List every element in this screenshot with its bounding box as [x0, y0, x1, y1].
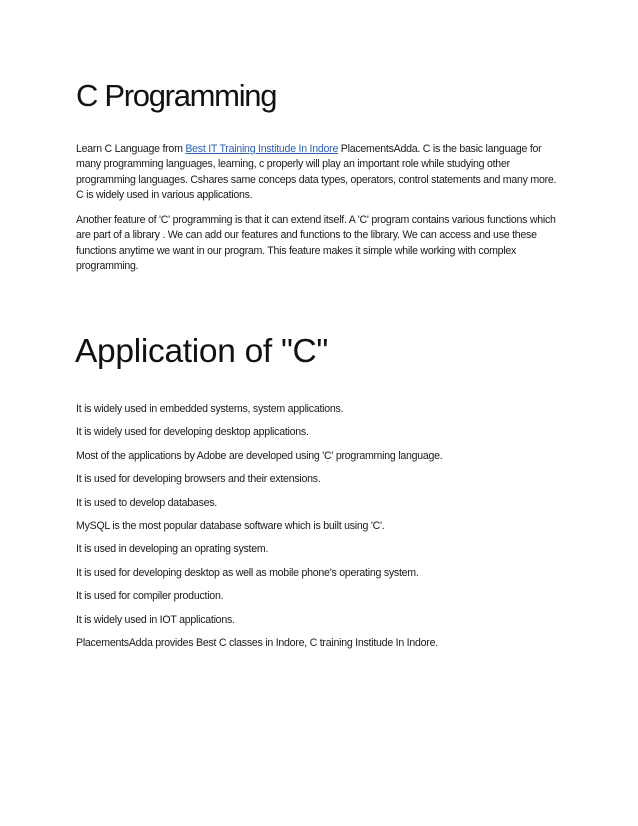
list-item: It is used for compiler production. [76, 590, 224, 603]
list-item: Most of the applications by Adobe are developed using 'C' programming language. [76, 449, 443, 462]
list-item: It is used in developing an oprating system. [76, 543, 269, 556]
list-item: It is widely used in embedded systems, system applications. [76, 403, 344, 415]
page-title: C Programming [76, 78, 277, 113]
list-item: It is widely used in IOT applications. [76, 613, 235, 626]
intro-paragraph [76, 142, 562, 204]
application-list [76, 402, 562, 659]
list-item: MySQL is the most popular database software which is built using 'C'. [76, 519, 385, 532]
list-item: PlacementsAdda provides Best C classes in Indore, C training Institude In Indore. [76, 636, 438, 649]
intro-text-start: Learn C Language from [76, 143, 186, 155]
intro-text-end: PlacementsAdda. C is the basic language for many programming languages, learning, c properly will play an important role while studying other programming languages. Cshares same conceps data types, operators, control statements and many more. C is widely used in various applications. [76, 143, 557, 202]
application-heading: Application of "C" [75, 333, 329, 370]
list-item: It is used for developing desktop as well as mobile phone's operating system. [76, 566, 419, 579]
list-item: It is used for developing browsers and their extensions. [76, 473, 321, 486]
feature-paragraph: Another feature of 'C' programming is that it can extend itself. A 'C' program contains various functions which are part of a library . We can add our features and functions to the library. We can access and use these functions anytime we want in our program. This feature makes it simple while working with complex programming. [76, 214, 556, 273]
list-item: It is widely used for developing desktop applications. [76, 426, 309, 439]
training-institute-link[interactable]: Best IT Training Institude In Indore [185, 143, 339, 155]
list-item: It is used to develop databases. [76, 496, 218, 509]
